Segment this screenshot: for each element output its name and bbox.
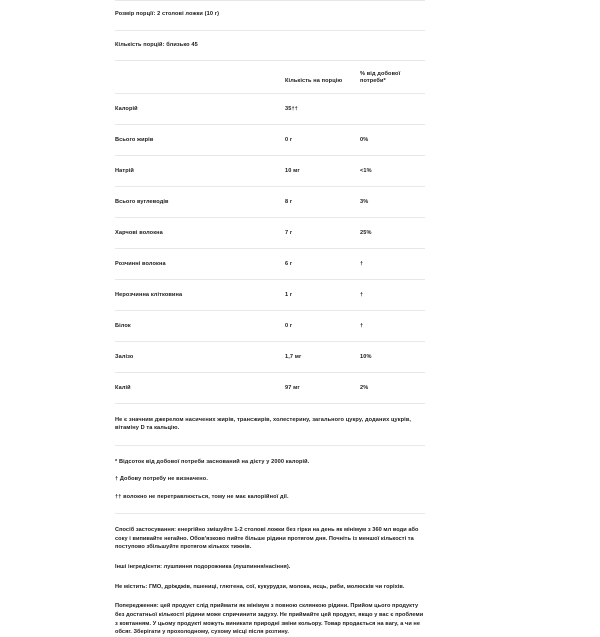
- nutrient-daily-value: <1%: [360, 155, 425, 186]
- nutrient-amount: 1,7 мг: [285, 341, 360, 372]
- nutrient-daily-value: 10%: [360, 341, 425, 372]
- nutrient-name: Калій: [115, 372, 285, 403]
- nutrient-name: Калорій: [115, 93, 285, 124]
- footnote-daily-value-basis: * Відсоток від добової потреби заснований на дієту у 2000 калорій.: [115, 458, 310, 465]
- nutrient-amount: 6 г: [285, 248, 360, 279]
- table-row: [115, 310, 425, 341]
- nutrient-daily-value: 0%: [360, 124, 425, 155]
- nutrient-name: Залізо: [115, 341, 285, 372]
- footnote-dv-not-established: † Добову потребу не визначено.: [115, 476, 208, 483]
- supplemental-text-block: [115, 514, 425, 637]
- serving-size-row: Розмір порції: 2 столові ложки (10 г): [115, 0, 425, 31]
- footnote-fiber-not-digested: †† волокно не перетравлюється, тому не має калорійної дії.: [115, 493, 289, 500]
- nutrient-amount: 0 г: [285, 124, 360, 155]
- nutrient-name: Натрій: [115, 155, 285, 186]
- not-significant-source-text: Не є значним джерелом насичених жирів, трансжирів, холестерину, загального цукру, доданих цукрів, вітаміну D та кальцію.: [115, 416, 412, 432]
- footnotes-block: [115, 446, 425, 514]
- table-row: [115, 217, 425, 248]
- table-row: [115, 248, 425, 279]
- label-panel: [115, 0, 425, 637]
- table-row: [115, 155, 425, 186]
- nutrient-daily-value: 2%: [360, 372, 425, 403]
- directions-text: Спосіб застосування: енергійно змішуйте 1-2 столові ложки без гірки на день як мінімум з 360 мл води або соку і випивайте негайно. Обов'язково пийте більше рідини протягом дня. Почніть із меншої кількості та поступово збільшуйте протягом кількох тижнів.: [115, 527, 419, 551]
- column-header-nutrient: [115, 61, 285, 93]
- nutrient-name: Харчові волокна: [115, 217, 285, 248]
- table-row: [115, 372, 425, 403]
- column-header-amount-per-serving: Кількість на порцію: [285, 61, 360, 93]
- warning-text: Попередження: цей продукт слід приймати як мінімум з повною склянкою рідини. Прийом цього продукту без достатньої кількості рідини може спричинити задуху. Не приймайте цей продукт, якщо у вас є проблеми з ковтанням. У цьому продукті можуть виникати природні зміни кольору. Товар продається на вагу, а чи не обсяг. Зберігати у прохолодному, сухому місці після розтину.: [115, 603, 424, 636]
- nutrient-daily-value: †: [360, 310, 425, 341]
- nutrient-daily-value: †: [360, 248, 425, 279]
- nutrient-amount: 8 г: [285, 186, 360, 217]
- table-row: [115, 93, 425, 124]
- free-from-text: Не містить: ГМО, дріжджів, пшениці, глютена, сої, кукурудзи, молока, яєць, риби, молюсків чи горіхів.: [115, 583, 405, 590]
- nutrients-header-row: [115, 61, 425, 93]
- nutrient-daily-value: †: [360, 279, 425, 310]
- table-row: [115, 341, 425, 372]
- table-row: [115, 279, 425, 310]
- nutrient-amount: 7 г: [285, 217, 360, 248]
- nutrient-name: Всього жирів: [115, 124, 285, 155]
- nutrient-amount: 10 мг: [285, 155, 360, 186]
- nutrient-daily-value: 3%: [360, 186, 425, 217]
- nutrient-name: Всього вуглеводів: [115, 186, 285, 217]
- nutrient-daily-value: 25%: [360, 217, 425, 248]
- servings-per-container-row: Кількість порцій: близько 45: [115, 31, 425, 62]
- nutrient-amount: 1 г: [285, 279, 360, 310]
- table-row: [115, 124, 425, 155]
- nutrients-table: [115, 61, 425, 404]
- nutrient-amount: 97 мг: [285, 372, 360, 403]
- nutrient-amount: 0 г: [285, 310, 360, 341]
- not-significant-source-note: [115, 404, 425, 446]
- nutrient-daily-value: [360, 93, 425, 124]
- nutrient-amount: 35††: [285, 93, 360, 124]
- column-header-percent-daily-value: % від добової потреби*: [360, 61, 425, 93]
- other-ingredients-text: Інші інгредієнти: лушпиння подорожника (лушпиння/насіння).: [115, 564, 291, 571]
- nutrient-name: Білок: [115, 310, 285, 341]
- nutrient-name: Розчинні волокна: [115, 248, 285, 279]
- table-row: [115, 186, 425, 217]
- nutrient-name: Нерозчинна клітковина: [115, 279, 285, 310]
